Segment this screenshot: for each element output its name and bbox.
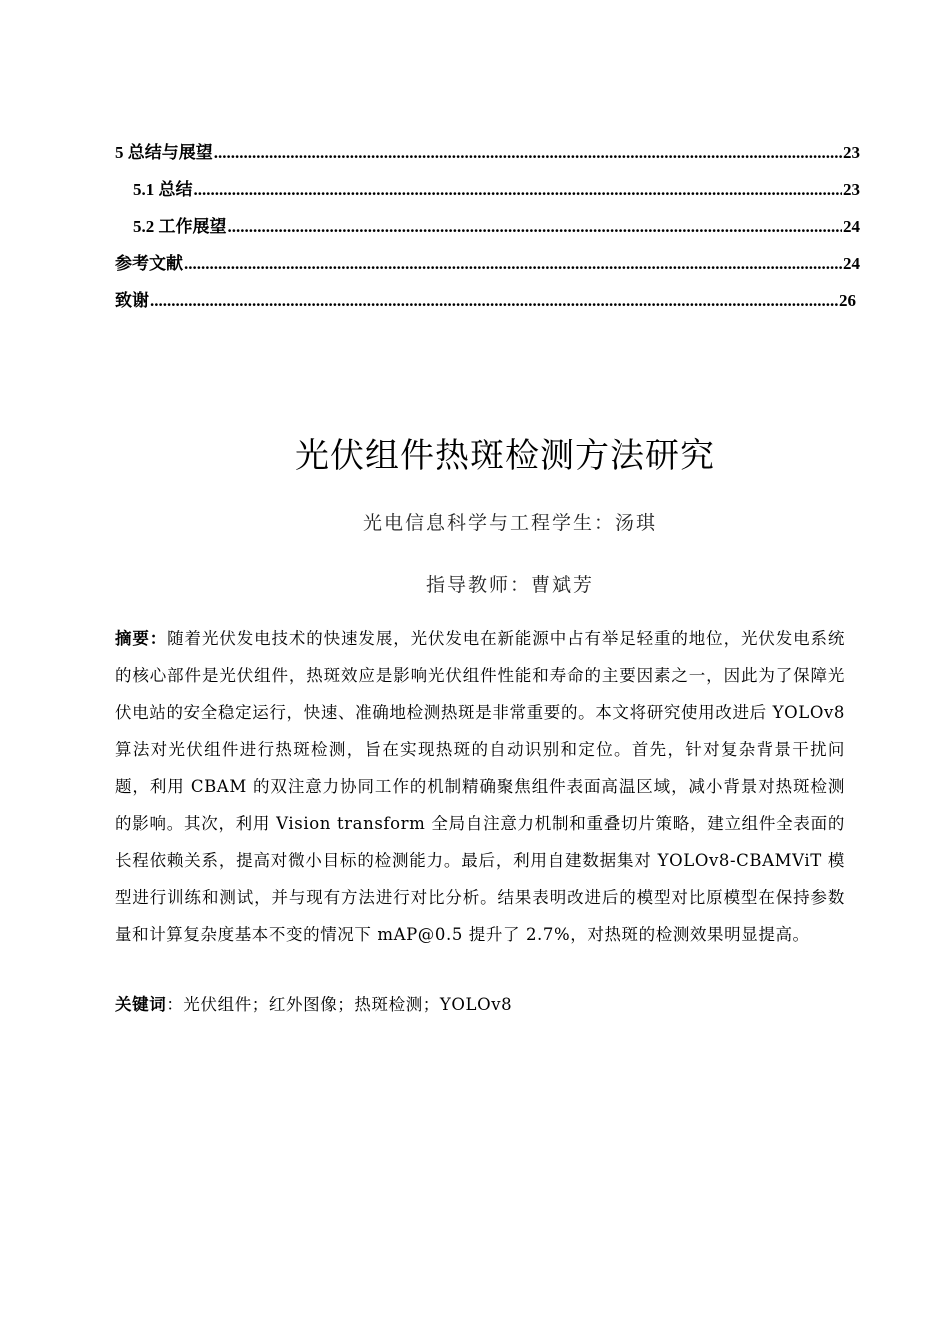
toc-leader-dots [228,217,843,237]
toc-entry-page: 26 [839,291,856,310]
toc-leader-dots [194,180,843,200]
paper-title: 光伏组件热斑检测方法研究 [295,436,715,476]
abstract-text: 随着光伏发电技术的快速发展，光伏发电在新能源中占有举足轻重的地位，光伏发电系统的核心部件是光伏组件，热斑效应是影响光伏组件性能和寿命的主要因素之一，因此为了保障光伏电站的安全稳定运行，快速、准确地检测热斑是非常重要的。本文将研究使用改进后 YOLOv8 算法对光伏组件进行热斑检测，旨在实现热斑的自动识别和定位。首先，针对复杂背景干扰问题，利用 CBAM 的双注意力协同工作的机制精确聚焦组件表面高温区域，减小背景对热斑检测的影响。其次，利用 Vision transform 全局自注意力机制和重叠切片策略，建立组件全表面的长程依赖关系，提高对微小目标的检测能力。最后，利用自建数据集对 YOLOv8-CBAMViT 模型进行训练和测试，并与现有方法进行对比分析。结果表明改进后的模型对比原模型在保持参数量和计算复杂度基本不变的情况下 mAP@0.5 提升了 2.7%，对热斑的检测效果明显提高。 [115,629,845,944]
toc-entry-summary[interactable] [115,175,860,212]
toc-entry-label: 致谢 [115,291,149,310]
toc-entry-label: 5.2 工作展望 [133,217,227,236]
keywords [115,990,845,1020]
keywords-text: ：光伏组件；红外图像；热斑检测；YOLOv8 [166,995,513,1014]
toc-leader-dots [214,143,842,163]
toc-entry-acknowledgements[interactable] [115,286,860,323]
toc-entry-page: 23 [843,143,860,162]
toc-entry-page: 24 [843,217,860,236]
toc-entry-label: 参考文献 [115,254,183,273]
toc-entry-label: 5 总结与展望 [115,143,213,162]
advisor-line: 指导教师：曹斌芳 [425,574,594,596]
toc-entry-label: 5.1 总结 [133,180,193,199]
abstract [115,620,845,953]
toc-entry-page: 24 [843,254,860,273]
toc-leader-dots [150,291,838,311]
author-line: 光电信息科学与工程学生：汤琪 [362,512,657,534]
toc-entry-page: 23 [843,180,860,199]
toc-entry-outlook[interactable] [115,212,860,249]
toc-entry-references[interactable] [115,249,860,286]
keywords-label: 关键词 [115,995,167,1014]
table-of-contents [115,138,860,323]
toc-entry-summary-outlook[interactable] [115,138,860,175]
toc-leader-dots [184,254,842,274]
abstract-label: 摘要： [115,629,168,648]
